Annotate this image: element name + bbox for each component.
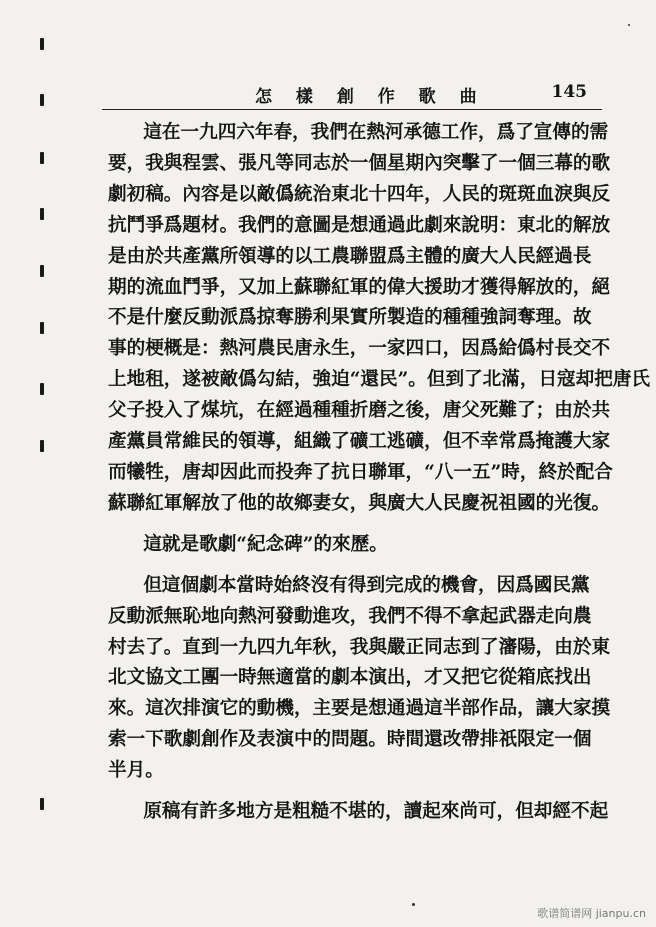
text-line: 不是什麼反動派爲掠奪勝利果實所製造的種種強詞奪理。故: [108, 307, 592, 329]
body-text: [108, 118, 651, 828]
text-line: 是由於共產黨所領導的以工農聯盟爲主體的廣大人民經過長: [108, 245, 592, 267]
paragraph-gap: [108, 787, 606, 797]
text-line: 抗鬥爭爲題材。我們的意圖是想通過此劇來說明：東北的解放: [108, 214, 611, 236]
text-line: 產黨員常維民的領導，組織了礦工逃礦，但不幸常爲掩護大家: [108, 431, 611, 453]
text-line: 這就是歌劇“紀念碑”的來歷。: [143, 533, 388, 555]
text-line: 這在一九四六年春，我們在熱河承德工作，爲了宣傳的需: [143, 122, 609, 143]
text-line: 但這個劇本當時始終沒有得到完成的機會，因爲國民黨: [143, 574, 590, 596]
text-line: 來。這次排演它的動機，主要是想通過這半部作品，讓大家摸: [108, 698, 611, 720]
running-title: 怎 樣 創 作 歌 曲: [255, 87, 486, 107]
binding-mark: [40, 265, 44, 277]
text-line: 期的流血鬥爭，又加上蘇聯紅軍的偉大援助才獲得解放的，絕: [108, 276, 611, 298]
binding-mark: [40, 440, 44, 452]
text-line: 蘇聯紅軍解放了他的故鄉妻女，與廣大人民慶祝祖國的光復。: [108, 492, 611, 514]
text-line: 而犧牲，唐却因此而投奔了抗日聯軍，“八一五”時，終於配合: [108, 461, 613, 483]
binding-mark: [40, 798, 44, 810]
text-line: 父子投入了煤坑，在經過種種折磨之後，唐父死難了；由於共: [108, 400, 611, 422]
text-line: 要，我與程雲、張凡等同志於一個星期內突擊了一個三幕的歌: [108, 152, 611, 174]
binding-mark: [40, 152, 44, 164]
page-header: [105, 82, 605, 108]
paragraph-gap: [108, 520, 606, 530]
binding-mark: [40, 322, 44, 334]
binding-mark: [40, 94, 44, 106]
text-line: 村去了。直到一九四九年秋，我與嚴正同志到了瀋陽，由於東: [108, 636, 611, 658]
text-line: 北文協文工團一時無適當的劇本演出，才又把它從箱底找出: [108, 667, 592, 689]
header-rule: [102, 109, 602, 110]
paragraph-list: [108, 118, 651, 828]
paragraph-gap: [108, 561, 606, 571]
binding-mark: [40, 38, 44, 50]
text-line: 索一下歌劇創作及表演中的問題。時間還改帶排祇限定一個: [108, 729, 592, 751]
watermark: 歌谱简谱网 jianpu.cn: [537, 907, 646, 920]
scan-speck: [628, 24, 630, 26]
text-line: 上地租，遂被敵僞勾結，強迫“還民”。但到了北滿，日寇却把唐氏: [108, 369, 651, 391]
text-line: 事的梗概是：熱河農民唐永生，一家四口，因爲給僞村長交不: [108, 338, 611, 360]
scan-speck: [412, 903, 415, 906]
page-number: 145: [551, 82, 587, 102]
text-line: 反動派無恥地向熱河發動進攻，我們不得不拿起武器走向農: [108, 605, 592, 627]
binding-mark: [40, 208, 44, 220]
binding-mark: [40, 383, 44, 395]
text-line: 半月。: [108, 760, 164, 782]
text-line: 劇初稿。內容是以敵僞統治東北十四年，人民的斑斑血淚與反: [108, 183, 611, 205]
text-line: 原稿有許多地方是粗糙不堪的，讀起來尚可，但却經不起: [143, 801, 609, 823]
